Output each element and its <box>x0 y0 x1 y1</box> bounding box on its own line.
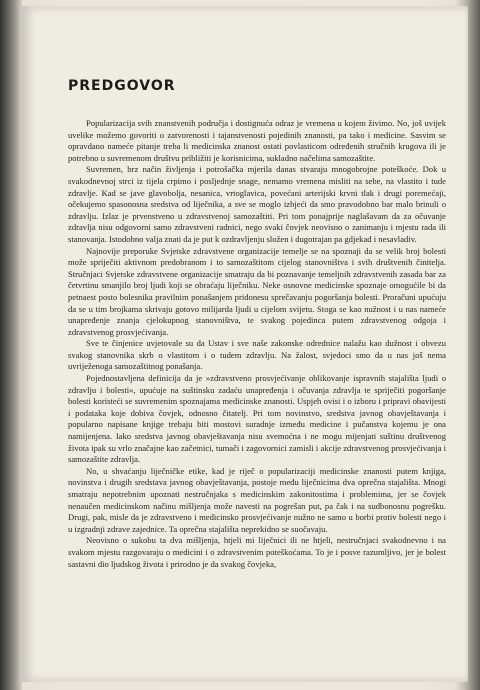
paragraph: No, u shvaćanju liječničke etike, kad je riječ o popularizaciji medicinske znanosti putem knjiga, novinstva i drugih sredstava javnog obavještavanja, postoje među liječnicima dva oprečna stajališta. Mnogi smatraju nepotrebnim upoznati nestručnjaka s medicinskim zakonitostima i problemima, jer se čovjek nenaučen medicinskom načinu mišljenja može navesti na pogrešan put, pa čak i na sudbonosnu pogrešku. Drugi, pak, misle da je zdravstveno i medicinsko prosvjećivanje nužno ne samo u borbi protiv bolesti nego i u izgradnji zdrave zajednice. Ta oprečna stajališta neprekidno se suočavaju. <box>68 465 446 534</box>
paragraph: Suvremen, brz način življenja i potrošačka mjerila danas stvaraju mnogobrojne poteškoće. Dok u svakodnevnoj strci iz tijela crpimo i posljednje snage, nemamo vremena misliti na sebe, na vlastito i tude zdravlje. Kad se jave glavobolja, nesanica, vrtoglavica, povećani arterijski krvni tlak i drugi poremećaji, očekujemo spasonosna sredstva od liječnika, a sve se moglo izbjeći da smo pravodobno bar malo brinuli o zdravlju. Izlaz je prvenstveno u zdravstvenoj samozaštiti. Pri tom ponajprije naglašavam da za očuvanje zdravlja nisu odgovorni samo zdravstveni radnici, nego svaki čovjek neovisno o zanimanju i mjestu rada ili stanovanja. Istodobno valja znati da je put k ozdravljenju složen i dugotrajan pa gdjekad i nesavladiv. <box>68 164 446 244</box>
paragraph: Neovisno o sukobu ta dva mišljenja, htjeli mi liječnici ili ne htjeli, nestručnjaci svakodnevno i na svakom mjestu razgovaraju o medicini i o zdravstvenim poteškoćama. To je i posve razumljivo, jer je bolest sastavni dio ljudskog života i prirodno je da svakog čovjeka, <box>68 535 446 569</box>
paragraph: Najnovije preporuke Svjetske zdravstvene organizacije temelje se na spoznaji da se velik broj bolesti može spriječiti aktivnom predobranom i to samozaštitom cijelog stanovništva i svih društvenih činitelja. Stručnjaci Svjetske zdravstvene organizacije smatraju da bi poznavanje temeljnih zdravstvenih zasada bar za četvrtinu smanjilo broj ljudi koji se obraćaju liječniku. Neke osnovne medicinske spoznaje omogućile bi da petnaest posto bolesnika pravilnim ponašanjem pridonesu sprečavanju pogoršanja bolesti. Proračuni upućuju da se u tim brojkama skrivaju gotovo milijarda ljudi u cijelom svijetu. Stoga se kao nužnost i u nas nameće unapređenje znanja cjelokupnog stanovništva, te svakog pojedinca putem zdravstvenog odgoja i zdravstvenog prosvjećivanja. <box>68 245 446 337</box>
book-page <box>22 6 468 682</box>
book-gutter <box>0 0 22 690</box>
paragraph: Popularizacija svih znanstvenih područja i dostignuća odraz je vremena u kojem živimo. No, još uvijek uvelike možemo govoriti o zatvorenosti i tajanstvenosti pojedinih znanosti, pa tako i medicine. Sasvim se opravdano nameće pitanje treba li medicinska znanost ostati povlasticom određenih stručnih krugova ili je potrebno u suvremenom društvu približiti je korisnicima, sukladno načelima samozaštite. <box>68 118 446 163</box>
page-content <box>68 68 446 570</box>
page-heading: PREDGOVOR <box>68 78 176 94</box>
page-edge-shadow <box>464 0 480 690</box>
paragraph: Sve te činjenice uvjetovale su da Ustav i sve naše zakonske odrednice nalažu kao dužnost i obvezu svakog stanovnika skrb o vlastitom i o tudem zdravlju. Na žalost, svjedoci smo da u nas još nema uvriježenoga samozaštitnog ponašanja. <box>68 338 446 372</box>
paragraph: Pojednostavljena definicija da je »zdravstveno prosvjećivanje oblikovanje ispravnih stajališta ljudi o zdravlju i bolesti«, upućuje na suštinsku zadaću unapređenja i očuvanja zdravlja te spriječiti pogoršanje bolesti koristeći se suvremenim spoznajama medicinske znanosti. Uspjeh ovisi i o izboru i pripravi obavijesti i podataka koje dobiva čovjek, odnosno čitatelj. Pri tom novinstvo, sredstva javnog obavještavanja i popularno napisane knjige trebaju biti mostovi suradnje između medicine i pučanstva kojemu je ona namijenjena. Iako sredstva javnog obavještavanja nisu svemoćna i ne mogu mijenjati suštinu društvenog života ipak su vrlo značajne kao začetnici, tumači i zagovornici zamisli i akcije zdravstvenog prosvjećivanja i samozaštite zdravlja. <box>68 373 446 465</box>
